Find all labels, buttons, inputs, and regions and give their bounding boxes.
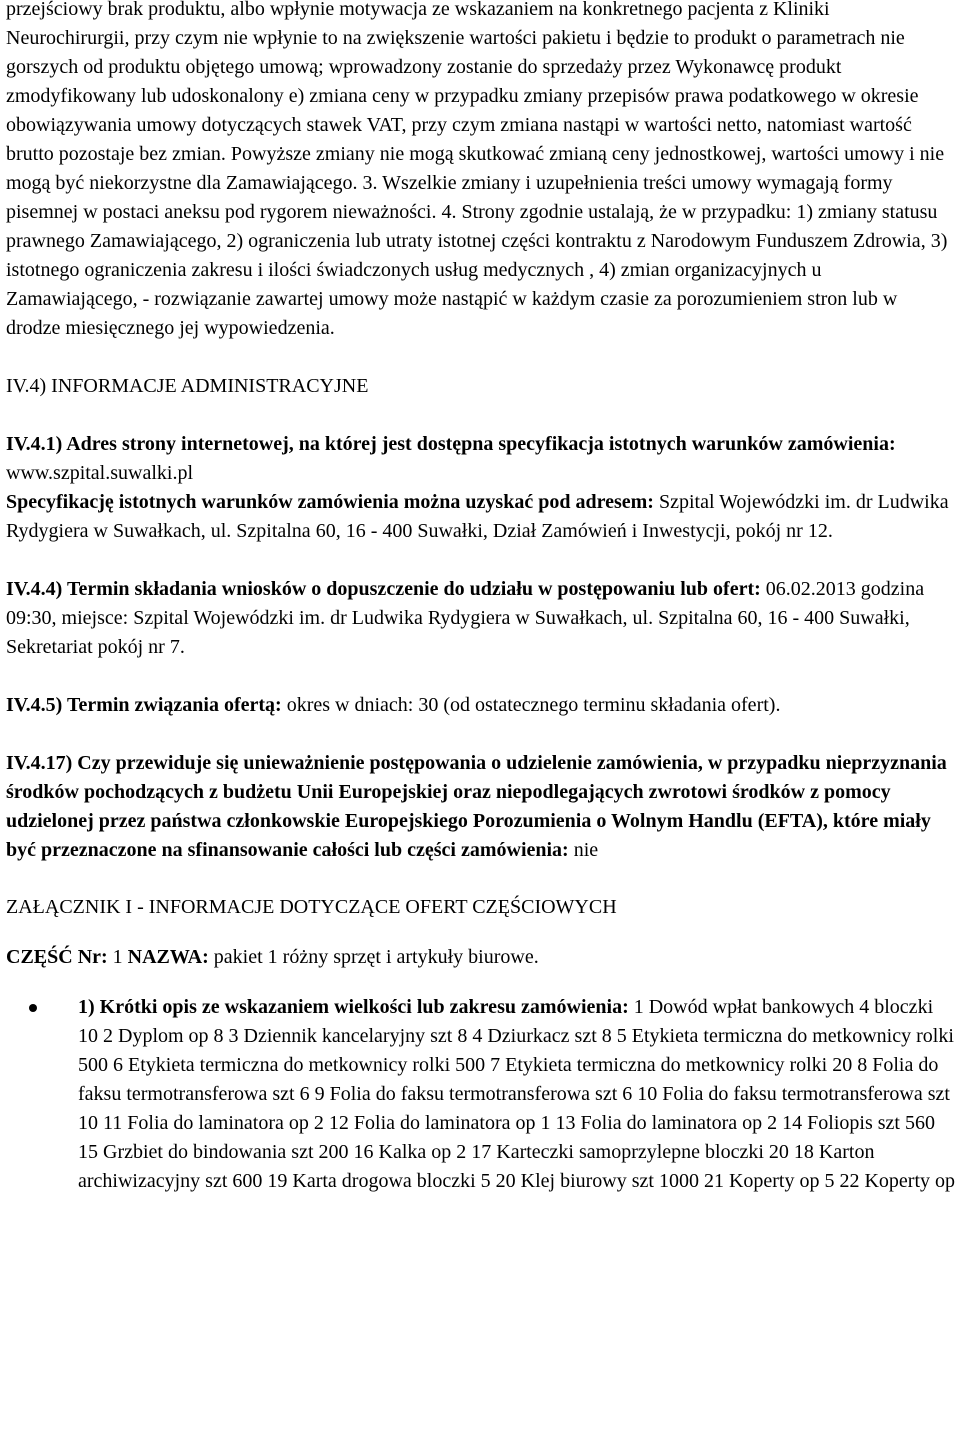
document-page — [6, 0, 956, 1196]
part-name-value: pakiet 1 różny sprzęt i artykuły biurowe. — [213, 946, 539, 968]
annex-title: ZAŁĄCZNIK I - INFORMACJE DOTYCZĄCE OFERT CZĘŚCIOWYCH — [6, 896, 617, 918]
website-link[interactable]: www.szpital.suwalki.pl — [6, 462, 194, 484]
section-heading: IV.4) INFORMACJE ADMINISTRACYJNE — [6, 375, 369, 397]
part-number-label: CZĘŚĆ Nr: — [6, 946, 108, 968]
section-iv-4-5 — [6, 691, 956, 720]
part-number-value: 1 — [112, 946, 123, 968]
specification-address — [6, 488, 956, 546]
section-iv-4-1-label: IV.4.1) Adres strony internetowej, na której jest dostępna specyfikacja istotnych warunków zamówienia: — [6, 433, 896, 455]
item-1-value: 1 Dowód wpłat bankowych 4 bloczki 10 2 Dyplom op 8 3 Dziennik kancelaryjny szt 8 4 Dziurkacz szt 8 5 Etykieta termiczna do metkownicy rolki 500 6 Etykieta termiczna do metkownicy rolki 500 7 Etykieta termiczna do metkownicy rolki 20 8 Folia do faksu termotransferowa szt 6 9 Folia do faksu termotransferowa szt 6 10 Folia do faksu termotransferowa szt 10 11 Folia do laminatora op 2 12 Folia do laminatora op 1 13 Folia do laminatora op 2 14 Foliopis szt 560 15 Grzbiet do bindowania szt 200 16 Kalka op 2 17 Karteczki samoprzylepne bloczki 20 18 Karton archiwizacyjny szt 600 19 Karta drogowa bloczki 5 20 Klej biurowy szt 1000 21 Koperty op 5 22 Koperty op — [78, 996, 956, 1192]
part-name-label: NAZWA: — [127, 946, 209, 968]
specification-address-value: Szpital Wojewódzki im. dr Ludwika Rydygiera w Suwałkach, ul. Szpitalna 60, 16 - 400 Suwałki, Dział Zamówień i Inwestycji, pokój nr 12. — [6, 491, 949, 542]
section-iv-4-17-value: nie — [573, 839, 599, 861]
section-iv-4-17-label: IV.4.17) Czy przewiduje się unieważnienie postępowania o udzielenie zamówienia, w przypadku nieprzyznania środków pochodzących z budżetu Unii Europejskiej oraz niepodlegających zwrotowi środków z pomocy udzielonej przez państwa członkowskie Europejskiego Porozumienia o Wolnym Handlu (EFTA), które miały być przeznaczone na sfinansowanie całości lub części zamówienia: — [6, 752, 947, 861]
specification-address-label: Specyfikację istotnych warunków zamówienia można uzyskać pod adresem: — [6, 491, 654, 513]
item-1-label: 1) Krótki opis ze wskazaniem wielkości lub zakresu zamówienia: — [78, 996, 629, 1018]
contract-terms-paragraph: przejściowy brak produktu, albo wpłynie motywacja ze wskazaniem na konkretnego pacjenta z Kliniki Neurochirurgii, przy czym nie wpłynie to na zwiększenie wartości pakietu i będzie to produkt o parametrach nie gorszych od produktu objętego umową; wprowadzony zostanie do sprzedaży przez Wykonawcę produkt zmodyfikowany lub udoskonalony e) zmiana ceny w przypadku zmiany przepisów prawa podatkowego w okresie obowiązywania umowy dotyczących stawek VAT, przy czym zmiana nastąpi w wartości netto, natomiast wartość brutto pozostaje bez zmian. Powyższe zmiany nie mogą skutkować zmianą ceny jednostkowej, wartości umowy i nie mogą być niekorzystne dla Zamawiającego. 3. Wszelkie zmiany i uzupełnienia treści umowy wymagają formy pisemnej w postaci aneksu pod rygorem nieważności. 4. Strony zgodnie ustalają, że w przypadku: 1) zmiany statusu prawnego Zamawiającego, 2) ograniczenia lub utraty istotnej części kontraktu z Narodowym Funduszem Zdrowia, 3) istotnego ograniczenia zakresu i ilości świadczonych usług medycznych , 4) zmian organizacyjnych u Zamawiającego, - rozwiązanie zawartej umowy może nastąpić w każdym czasie za porozumieniem stron lub w drodze miesięcznego jej wypowiedzenia. — [6, 0, 948, 339]
part-line — [6, 943, 956, 972]
section-iv-4-1 — [6, 430, 956, 488]
section-iv-4-5-value: okres w dniach: 30 (od ostatecznego terminu składania ofert). — [286, 694, 781, 716]
bullet-icon — [29, 1004, 37, 1012]
section-iv-4-5-label: IV.4.5) Termin związania ofertą: — [6, 694, 282, 716]
section-iv-4-4-label: IV.4.4) Termin składania wniosków o dopuszczenie do udziału w postępowaniu lub ofert: — [6, 578, 761, 600]
part-details-list — [6, 993, 956, 1196]
section-iv-4-4-value: 06.02.2013 godzina 09:30, miejsce: Szpital Wojewódzki im. dr Ludwika Rydygiera w Suwałkach, ul. Szpitalna 60, 16 - 400 Suwałki, Sekretariat pokój nr 7. — [6, 578, 925, 658]
section-iv-4-4 — [6, 575, 956, 662]
section-iv-4-17 — [6, 749, 956, 865]
list-item — [6, 993, 956, 1196]
